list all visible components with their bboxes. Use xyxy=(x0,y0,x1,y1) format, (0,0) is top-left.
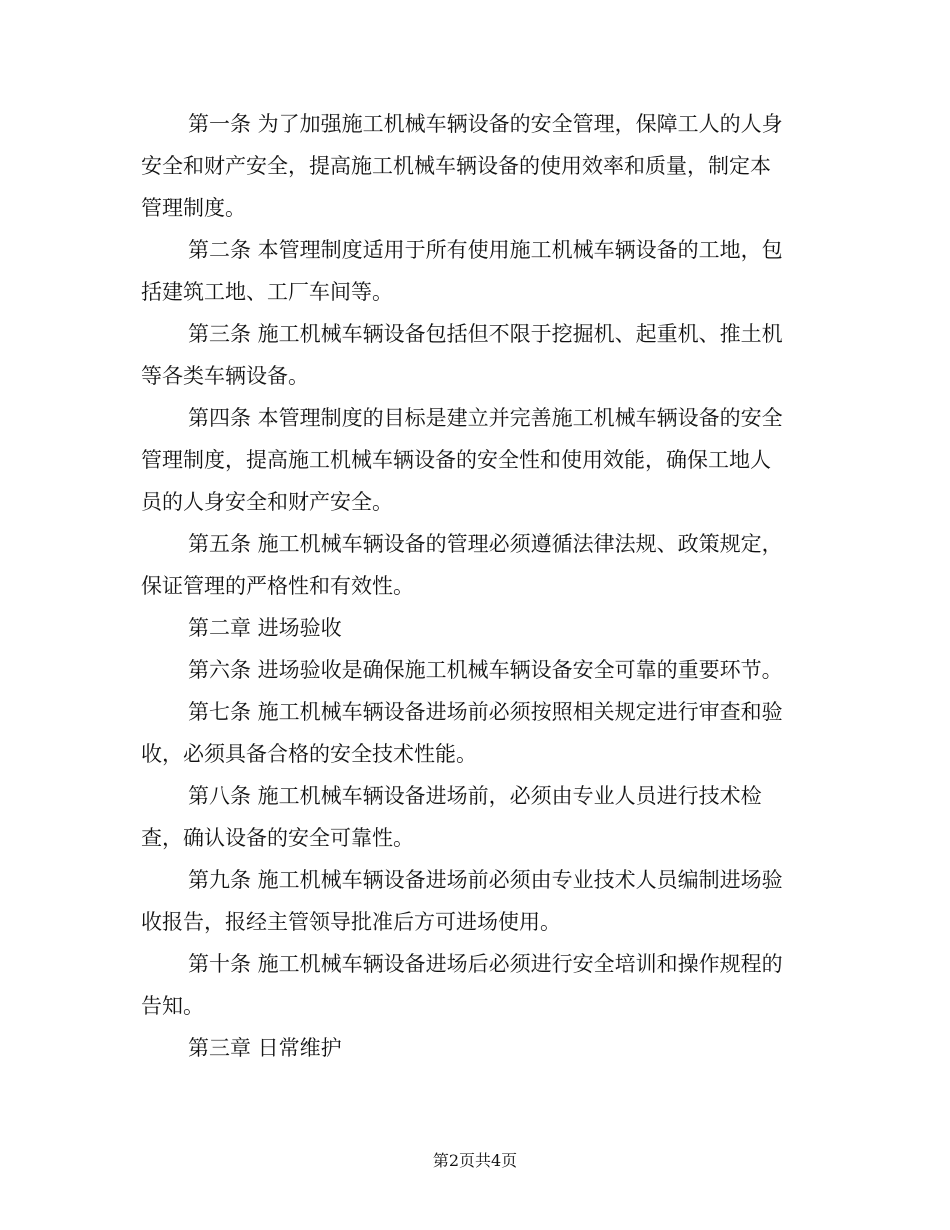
article-7-line-2: 收，必须具备合格的安全技术性能。 xyxy=(141,742,477,766)
article-8-line-2: 查，确认设备的安全可靠性。 xyxy=(141,826,414,850)
article-1-line-2: 安全和财产安全，提高施工机械车辆设备的使用效率和质量，制定本 xyxy=(141,154,771,178)
article-2-line-1: 第二条 本管理制度适用于所有使用施工机械车辆设备的工地，包 xyxy=(188,238,783,262)
article-7-line-1: 第七条 施工机械车辆设备进场前必须按照相关规定进行审查和验 xyxy=(188,700,783,724)
article-3-line-1: 第三条 施工机械车辆设备包括但不限于挖掘机、起重机、推土机 xyxy=(188,322,783,346)
page-number: 第2页共4页 xyxy=(432,1151,518,1170)
chapter-2-heading: 第二章 进场验收 xyxy=(188,616,342,640)
article-10-line-2: 告知。 xyxy=(141,994,204,1018)
chapter-3-heading: 第三章 日常维护 xyxy=(188,1036,342,1060)
article-8-line-1: 第八条 施工机械车辆设备进场前，必须由专业人员进行技术检 xyxy=(188,784,762,808)
article-9-line-2: 收报告，报经主管领导批准后方可进场使用。 xyxy=(141,910,561,934)
article-5-line-2: 保证管理的严格性和有效性。 xyxy=(141,574,414,598)
article-1-line-3: 管理制度。 xyxy=(141,196,246,220)
article-3-line-2: 等各类车辆设备。 xyxy=(141,364,309,388)
article-10-line-1: 第十条 施工机械车辆设备进场后必须进行安全培训和操作规程的 xyxy=(188,952,783,976)
article-4-line-3: 员的人身安全和财产安全。 xyxy=(141,490,393,514)
article-4-line-2: 管理制度，提高施工机械车辆设备的安全性和使用效能，确保工地人 xyxy=(141,448,771,472)
article-5-line-1: 第五条 施工机械车辆设备的管理必须遵循法律法规、政策规定， xyxy=(188,532,783,556)
article-1-line-1: 第一条 为了加强施工机械车辆设备的安全管理，保障工人的人身 xyxy=(188,112,783,136)
article-2-line-2: 括建筑工地、工厂车间等。 xyxy=(141,280,393,304)
article-9-line-1: 第九条 施工机械车辆设备进场前必须由专业技术人员编制进场验 xyxy=(188,868,783,892)
article-4-line-1: 第四条 本管理制度的目标是建立并完善施工机械车辆设备的安全 xyxy=(188,406,783,430)
article-6-line-1: 第六条 进场验收是确保施工机械车辆设备安全可靠的重要环节。 xyxy=(188,658,783,682)
